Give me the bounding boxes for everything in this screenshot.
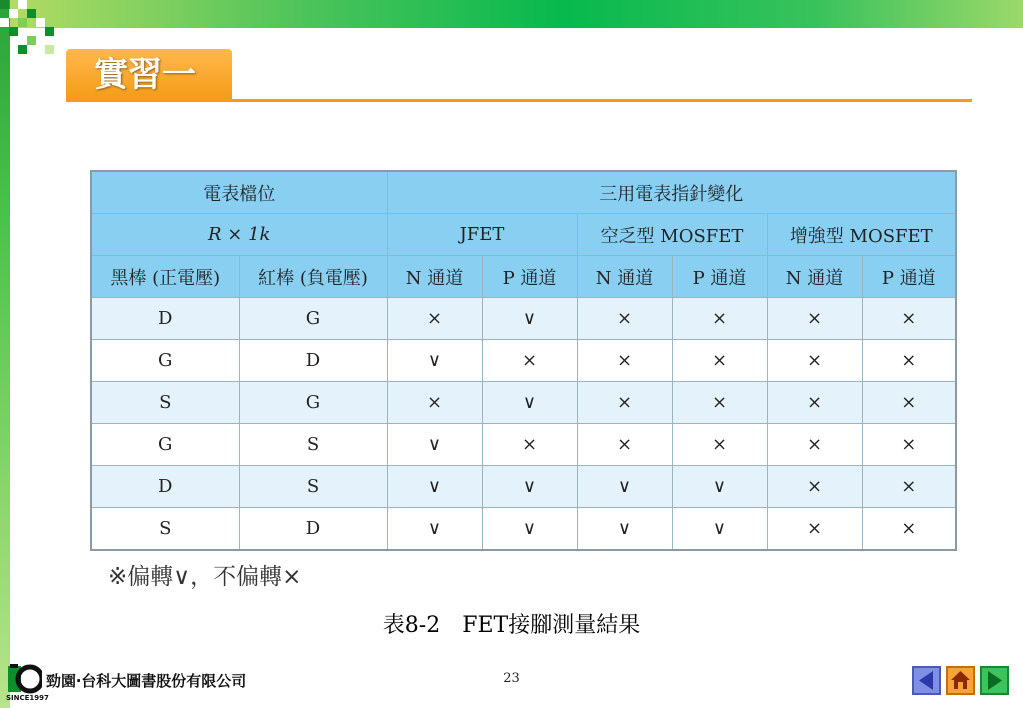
table-cell: × xyxy=(577,424,672,466)
header-cell: P 通道 xyxy=(862,256,956,298)
deco-square xyxy=(45,45,54,54)
table-row xyxy=(91,298,956,340)
home-button[interactable] xyxy=(946,666,975,695)
header-cell: P 通道 xyxy=(482,256,577,298)
header-row-1 xyxy=(91,171,956,214)
table-cell: ∨ xyxy=(482,508,577,551)
table-cell: ∨ xyxy=(482,298,577,340)
deco-square xyxy=(45,27,54,36)
table-cell: ∨ xyxy=(482,382,577,424)
left-banner xyxy=(0,0,10,708)
slide-title: 實習一 xyxy=(66,49,232,101)
table-row xyxy=(91,340,956,382)
table-cell: D xyxy=(239,508,387,551)
table-cell: ∨ xyxy=(387,508,482,551)
table-cell: G xyxy=(239,382,387,424)
table-cell: × xyxy=(577,340,672,382)
header-cell: N 通道 xyxy=(767,256,862,298)
deco-square xyxy=(9,9,18,18)
title-underline xyxy=(66,99,972,102)
header-cell: N 通道 xyxy=(577,256,672,298)
table-cell: × xyxy=(862,424,956,466)
table-cell: × xyxy=(767,466,862,508)
table-cell: S xyxy=(239,424,387,466)
legend-note: ※偏轉∨，不偏轉× xyxy=(108,564,302,590)
table-cell: ∨ xyxy=(387,340,482,382)
table-cell: ∨ xyxy=(387,466,482,508)
prev-slide-button[interactable] xyxy=(912,666,941,695)
table-row xyxy=(91,508,956,551)
header-dmos: 空乏型 MOSFET xyxy=(577,214,767,256)
table-cell: × xyxy=(767,340,862,382)
table-cell: ∨ xyxy=(577,466,672,508)
header-cell: 黑棒 (正電壓) xyxy=(91,256,239,298)
header-jfet: JFET xyxy=(387,214,577,256)
table-cell: D xyxy=(91,466,239,508)
table-cell: × xyxy=(387,382,482,424)
table-cell: × xyxy=(482,424,577,466)
table-cell: × xyxy=(672,382,767,424)
header-meter-range: 電表檔位 xyxy=(91,171,387,214)
top-banner xyxy=(0,0,1023,28)
table-cell: × xyxy=(577,298,672,340)
table-cell: × xyxy=(862,508,956,551)
triangle-right-icon xyxy=(982,668,1007,693)
table-cell: × xyxy=(767,298,862,340)
table-cell: S xyxy=(239,466,387,508)
table-cell: D xyxy=(91,298,239,340)
deco-square xyxy=(18,18,27,27)
next-slide-button[interactable] xyxy=(980,666,1009,695)
table-cell: × xyxy=(862,382,956,424)
table-cell: × xyxy=(862,466,956,508)
page-number: 23 xyxy=(503,671,520,686)
header-emos: 增強型 MOSFET xyxy=(767,214,956,256)
table-row xyxy=(91,424,956,466)
table-cell: ∨ xyxy=(387,424,482,466)
table-cell: ∨ xyxy=(672,508,767,551)
deco-square xyxy=(0,0,9,9)
table-cell: G xyxy=(91,424,239,466)
deco-square xyxy=(18,0,27,9)
deco-square xyxy=(9,27,18,36)
table-cell: S xyxy=(91,508,239,551)
deco-square xyxy=(36,18,45,27)
table-row xyxy=(91,466,956,508)
table-cell: ∨ xyxy=(482,466,577,508)
table-cell: × xyxy=(672,298,767,340)
deco-square xyxy=(27,36,36,45)
header-cell: 紅棒 (負電壓) xyxy=(239,256,387,298)
table-cell: × xyxy=(387,298,482,340)
measurement-table xyxy=(90,170,957,551)
table-cell: × xyxy=(767,382,862,424)
table-cell: ∨ xyxy=(577,508,672,551)
since-label: SINCE1997 xyxy=(6,694,49,702)
table-cell: D xyxy=(239,340,387,382)
table-cell: ∨ xyxy=(672,466,767,508)
table-cell: × xyxy=(862,340,956,382)
triangle-left-icon xyxy=(914,668,939,693)
deco-square xyxy=(27,9,36,18)
deco-square xyxy=(18,45,27,54)
deco-square xyxy=(0,18,9,27)
table-cell: × xyxy=(767,508,862,551)
header-cell: N 通道 xyxy=(387,256,482,298)
table-cell: × xyxy=(482,340,577,382)
table-cell: G xyxy=(91,340,239,382)
header-row-3 xyxy=(91,256,956,298)
table-cell: × xyxy=(577,382,672,424)
table-cell: × xyxy=(672,340,767,382)
company-name: 勁園‧台科大圖書股份有限公司 xyxy=(46,672,247,690)
table-row xyxy=(91,382,956,424)
table-caption: 表8-2 FET接腳測量結果 xyxy=(382,613,641,638)
table-cell: × xyxy=(672,424,767,466)
table-cell: × xyxy=(862,298,956,340)
header-needle-change: 三用電表指針變化 xyxy=(387,171,956,214)
table-cell: × xyxy=(767,424,862,466)
header-range-value: R × 1k xyxy=(91,214,387,256)
header-cell: P 通道 xyxy=(672,256,767,298)
header-row-2 xyxy=(91,214,956,256)
table-cell: G xyxy=(239,298,387,340)
table-cell: S xyxy=(91,382,239,424)
home-icon xyxy=(948,668,973,693)
